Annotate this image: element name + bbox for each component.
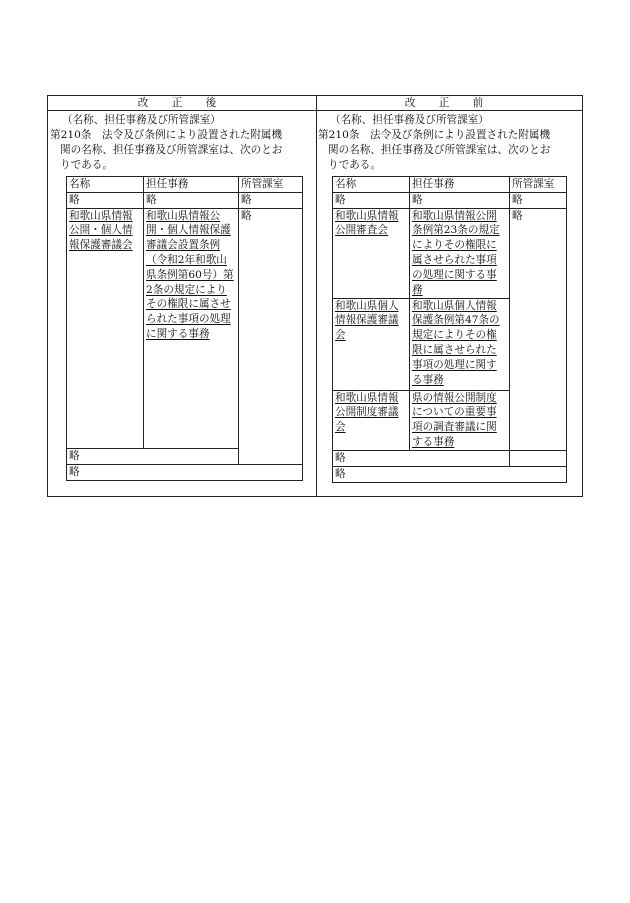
before-tail-1: 略: [333, 450, 510, 466]
after-th-name: 名称: [67, 177, 144, 193]
after-article-text-3: りである。: [60, 159, 113, 171]
after-caption: （名称、担任事務及び所管課室）: [62, 114, 221, 126]
before-row2-name: 和歌山県個人情報保護審議会: [333, 298, 410, 390]
before-caption: （名称、担任事務及び所管課室）: [330, 114, 489, 126]
after-body-office: 略: [239, 208, 303, 464]
before-tail-1-empty: [510, 450, 567, 466]
after-header: 改 正 後: [48, 96, 316, 111]
before-th-office: 所管課室: [510, 177, 567, 193]
before-inner-table: [332, 176, 567, 483]
after-omit-office: 略: [239, 192, 303, 208]
after-article: [48, 128, 316, 173]
before-row3-duty: 県の情報公開制度についての重要事項の調査審議に関する事務: [410, 390, 510, 450]
before-tail-2: 略: [333, 466, 567, 482]
before-article-text-1: 法令及び条例により設置された附属機: [359, 129, 551, 141]
after-article-text-2: 関の名称、担任事務及び所管課室は、次のとお: [60, 144, 283, 156]
after-article-num: 第210条: [50, 129, 92, 141]
after-th-office: 所管課室: [239, 177, 303, 193]
before-header: 改 正 前: [316, 96, 582, 111]
comparison-table: [47, 95, 583, 497]
after-tail-2: 略: [67, 464, 303, 480]
before-article-text-2: 関の名称、担任事務及び所管課室は、次のとお: [328, 144, 551, 156]
after-omit-name: 略: [67, 192, 144, 208]
before-article-text-3: りである。: [328, 159, 381, 171]
before-th-name: 名称: [333, 177, 410, 193]
before-row2-duty: 和歌山県個人情報保護条例第47条の規定によりその権限に属させられた事項の処理に関する事務: [410, 298, 510, 390]
before-column: [316, 96, 582, 496]
before-omit-duty: 略: [410, 192, 510, 208]
after-column: [48, 96, 317, 496]
before-th-duty: 担任事務: [410, 177, 510, 193]
before-row1-duty: 和歌山県情報公開条例第23条の規定によりその権限に属させられた事項の処理に関する事務: [410, 208, 510, 298]
before-omit-name: 略: [333, 192, 410, 208]
after-th-duty: 担任事務: [144, 177, 239, 193]
after-article-text-1: 法令及び条例により設置された附属機: [91, 129, 283, 141]
before-row3-name: 和歌山県情報公開制度審議会: [333, 390, 410, 450]
before-omit-office: 略: [510, 192, 567, 208]
after-omit-duty: 略: [144, 192, 239, 208]
after-body-duty: 和歌山県情報公開・個人情報保護審議会設置条例（令和2年和歌山県条例第60号）第2条の規定によりその権限に属させられた事項の処理に関する事務: [144, 208, 239, 448]
after-tail-1: 略: [67, 448, 239, 464]
before-row1-name: 和歌山県情報公開審査会: [333, 208, 410, 298]
before-article: [316, 128, 582, 173]
before-office: 略: [510, 208, 567, 450]
after-inner-table: [66, 176, 303, 481]
after-body-name: 和歌山県情報公開・個人情報保護審議会: [67, 208, 144, 448]
before-article-num: 第210条: [318, 129, 360, 141]
